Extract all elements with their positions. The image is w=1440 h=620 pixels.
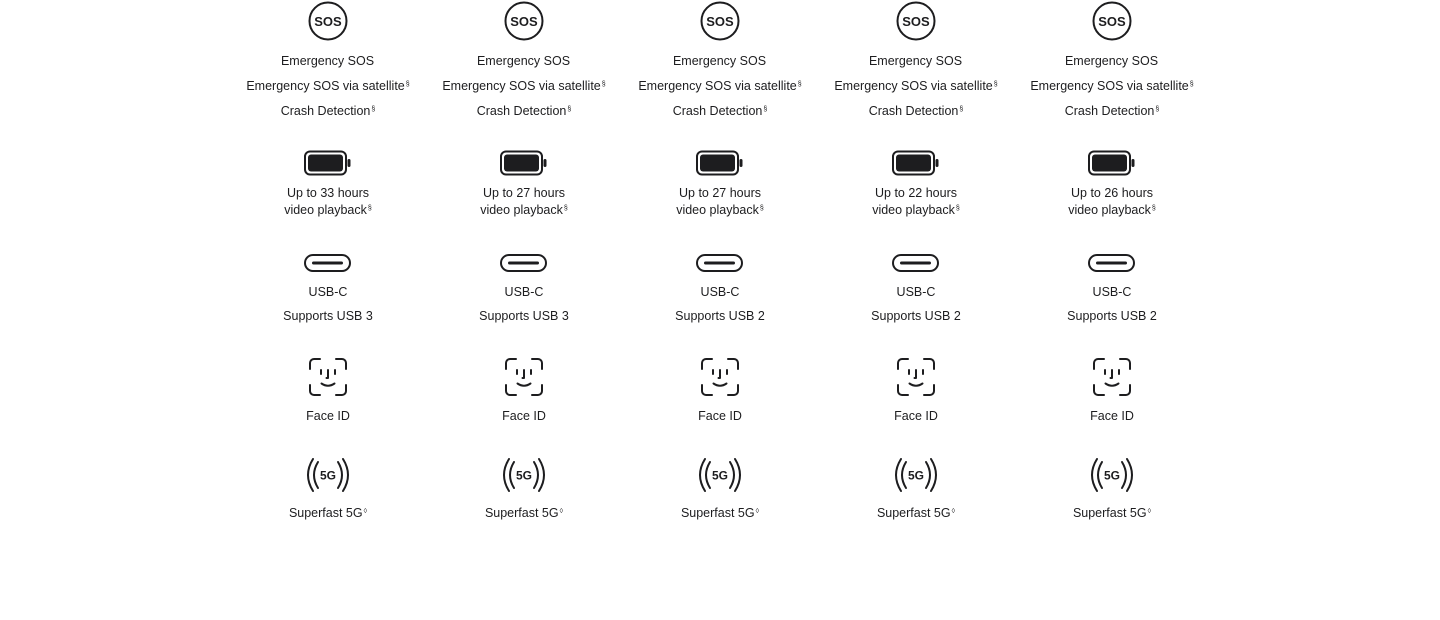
connector-type: USB-C: [896, 285, 936, 299]
safety-feature-group: [622, 0, 818, 127]
5g-icon: [891, 457, 941, 493]
battery-video-playback: video playback§: [676, 203, 764, 217]
feature-crash-detection: Crash Detection§: [1064, 104, 1160, 118]
cellular-label: Superfast 5G◊: [484, 506, 564, 520]
usb-c-port-icon: [892, 254, 940, 272]
model-comparison-grid: [230, 0, 1210, 560]
usb-c-port-icon: [1088, 254, 1136, 272]
5g-icon: [1087, 457, 1137, 493]
battery-hours: Up to 33 hours: [287, 186, 369, 200]
usb-c-port-icon: [500, 254, 548, 272]
feature-sos-satellite: Emergency SOS via satellite§: [638, 79, 802, 93]
battery-icon: [1088, 150, 1136, 176]
sos-icon: [1092, 1, 1132, 41]
connector-feature-group: [426, 254, 622, 332]
connector-support: Supports USB 3: [283, 309, 373, 323]
face-id-icon: [700, 357, 740, 397]
battery-video-playback: video playback§: [1068, 203, 1156, 217]
battery-feature-group: [622, 150, 818, 218]
face-id-icon: [1092, 357, 1132, 397]
feature-sos-satellite: Emergency SOS via satellite§: [442, 79, 606, 93]
sos-icon: [896, 1, 936, 41]
feature-emergency-sos: Emergency SOS: [672, 54, 767, 68]
sos-icon: [308, 1, 348, 41]
face-id-label: Face ID: [698, 409, 742, 423]
face-id-icon: [308, 357, 348, 397]
feature-crash-detection: Crash Detection§: [672, 104, 768, 118]
battery-icon: [304, 150, 352, 176]
connector-support: Supports USB 3: [479, 309, 569, 323]
battery-icon: [696, 150, 744, 176]
auth-feature-group: [818, 357, 1014, 424]
safety-feature-group: [1014, 0, 1210, 127]
face-id-label: Face ID: [502, 409, 546, 423]
battery-hours: Up to 22 hours: [875, 186, 957, 200]
battery-video-playback: video playback§: [480, 203, 568, 217]
battery-icon: [892, 150, 940, 176]
feature-sos-satellite: Emergency SOS via satellite§: [1030, 79, 1194, 93]
safety-feature-group: [818, 0, 1014, 127]
5g-icon: [499, 457, 549, 493]
auth-feature-group: [622, 357, 818, 424]
connector-feature-group: [230, 254, 426, 332]
svg-text:5G: 5G: [1103, 468, 1121, 483]
connector-support: Supports USB 2: [675, 309, 765, 323]
feature-sos-satellite: Emergency SOS via satellite§: [834, 79, 998, 93]
cellular-label: Superfast 5G◊: [876, 506, 956, 520]
auth-feature-group: [230, 357, 426, 424]
feature-emergency-sos: Emergency SOS: [868, 54, 963, 68]
model-column: [426, 0, 622, 560]
battery-feature-group: [818, 150, 1014, 218]
face-id-label: Face ID: [306, 409, 350, 423]
auth-feature-group: [426, 357, 622, 424]
connector-type: USB-C: [504, 285, 544, 299]
face-id-icon: [896, 357, 936, 397]
battery-icon: [500, 150, 548, 176]
feature-emergency-sos: Emergency SOS: [280, 54, 375, 68]
battery-hours: Up to 27 hours: [483, 186, 565, 200]
sos-icon: [700, 1, 740, 41]
svg-text:5G: 5G: [515, 468, 533, 483]
connector-feature-group: [818, 254, 1014, 332]
svg-text:SOS: SOS: [902, 14, 930, 29]
model-column: [1014, 0, 1210, 560]
svg-text:SOS: SOS: [706, 14, 734, 29]
5g-icon: [303, 457, 353, 493]
connector-support: Supports USB 2: [871, 309, 961, 323]
feature-emergency-sos: Emergency SOS: [1064, 54, 1159, 68]
connector-support: Supports USB 2: [1067, 309, 1157, 323]
battery-feature-group: [426, 150, 622, 218]
connector-feature-group: [1014, 254, 1210, 332]
model-column: [818, 0, 1014, 560]
face-id-label: Face ID: [1090, 409, 1134, 423]
cellular-feature-group: [230, 457, 426, 521]
feature-crash-detection: Crash Detection§: [868, 104, 964, 118]
feature-crash-detection: Crash Detection§: [280, 104, 376, 118]
battery-feature-group: [230, 150, 426, 218]
usb-c-port-icon: [304, 254, 352, 272]
model-column: [622, 0, 818, 560]
auth-feature-group: [1014, 357, 1210, 424]
svg-text:5G: 5G: [907, 468, 925, 483]
cellular-feature-group: [426, 457, 622, 521]
face-id-icon: [504, 357, 544, 397]
svg-text:SOS: SOS: [1098, 14, 1126, 29]
battery-video-playback: video playback§: [284, 203, 372, 217]
connector-feature-group: [622, 254, 818, 332]
cellular-label: Superfast 5G◊: [288, 506, 368, 520]
safety-feature-group: [230, 0, 426, 127]
connector-type: USB-C: [700, 285, 740, 299]
cellular-label: Superfast 5G◊: [1072, 506, 1152, 520]
svg-text:SOS: SOS: [314, 14, 342, 29]
feature-emergency-sos: Emergency SOS: [476, 54, 571, 68]
cellular-feature-group: [818, 457, 1014, 521]
connector-type: USB-C: [308, 285, 348, 299]
svg-text:SOS: SOS: [510, 14, 538, 29]
safety-feature-group: [426, 0, 622, 127]
svg-text:5G: 5G: [319, 468, 337, 483]
cellular-feature-group: [1014, 457, 1210, 521]
connector-type: USB-C: [1092, 285, 1132, 299]
sos-icon: [504, 1, 544, 41]
svg-text:5G: 5G: [711, 468, 729, 483]
battery-hours: Up to 26 hours: [1071, 186, 1153, 200]
model-column: [230, 0, 426, 560]
face-id-label: Face ID: [894, 409, 938, 423]
battery-feature-group: [1014, 150, 1210, 218]
cellular-label: Superfast 5G◊: [680, 506, 760, 520]
usb-c-port-icon: [696, 254, 744, 272]
cellular-feature-group: [622, 457, 818, 521]
battery-hours: Up to 27 hours: [679, 186, 761, 200]
5g-icon: [695, 457, 745, 493]
feature-sos-satellite: Emergency SOS via satellite§: [246, 79, 410, 93]
battery-video-playback: video playback§: [872, 203, 960, 217]
feature-crash-detection: Crash Detection§: [476, 104, 572, 118]
